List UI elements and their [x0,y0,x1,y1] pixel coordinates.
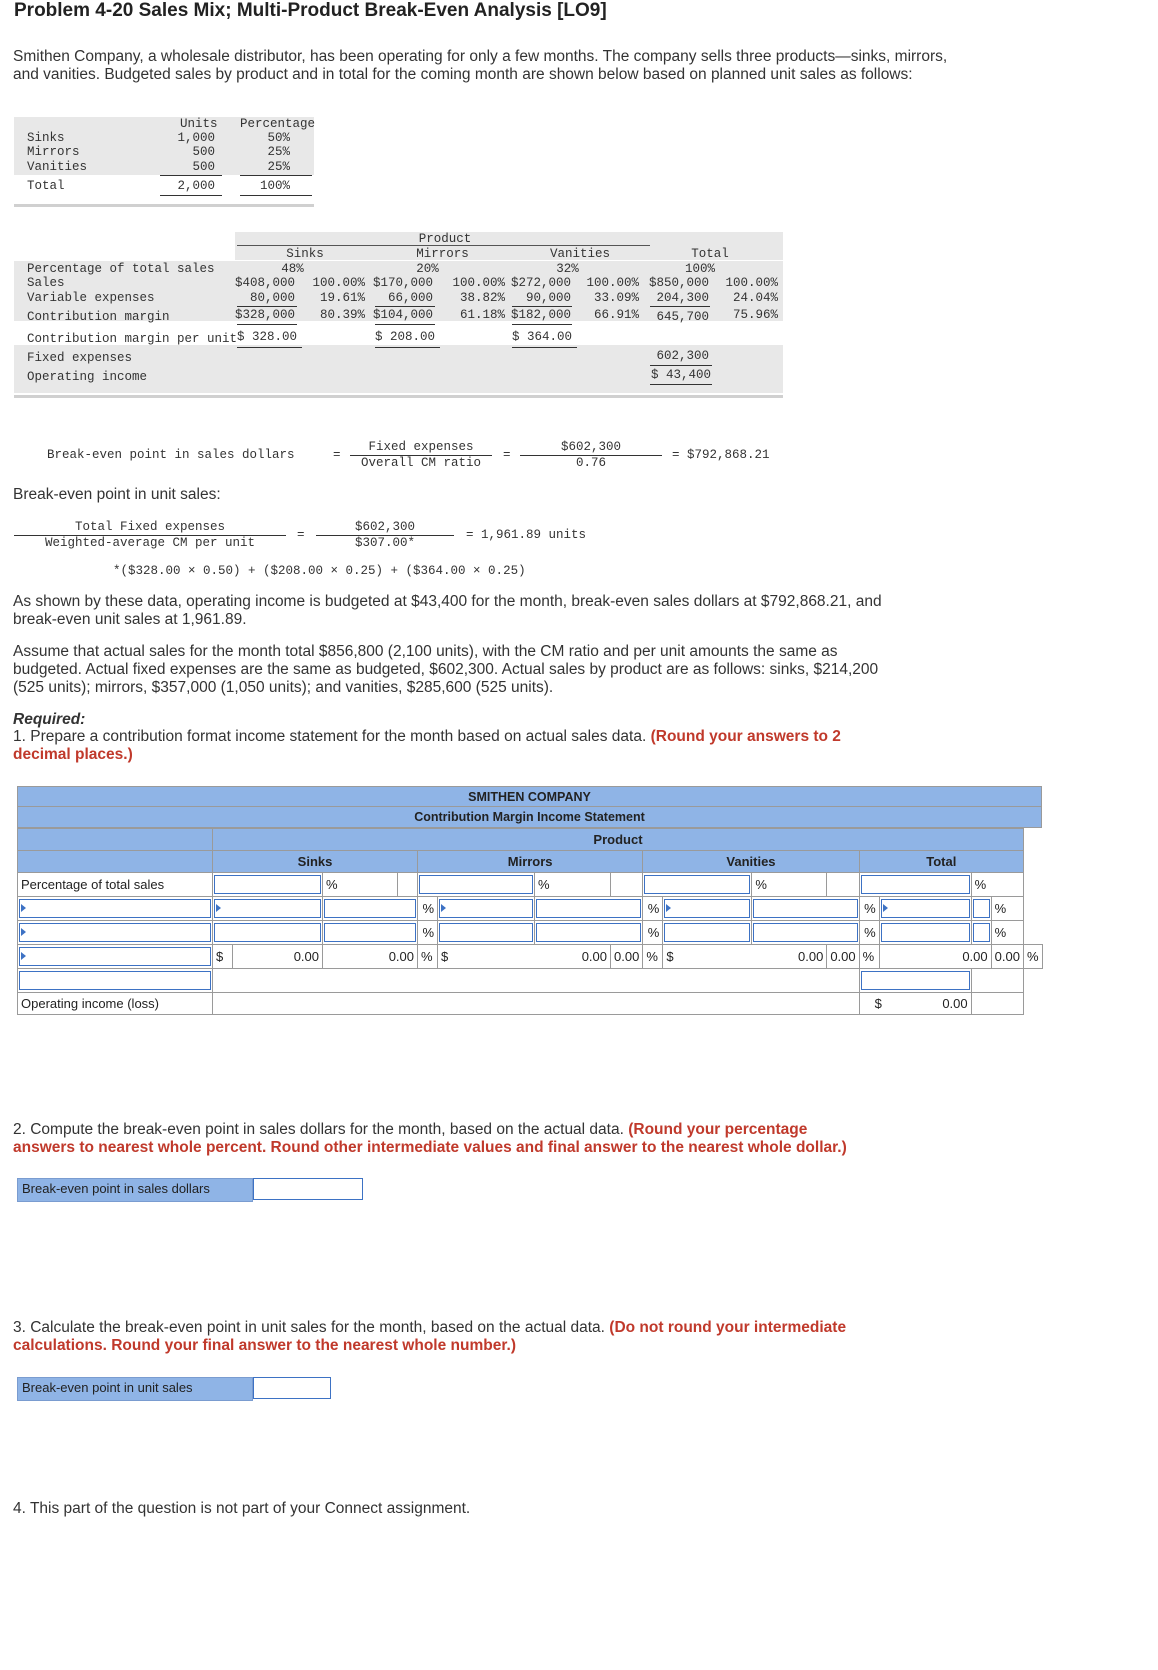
bepu-den2: $307.00* [354,536,415,550]
vanities-computed-pct: 0.00 [827,945,859,969]
mix-row-units: 1,000 [177,131,215,145]
op-income-computed: 0.00 [942,996,968,1011]
sinks-ratio-input[interactable] [324,923,416,942]
bep-num2: $602,300 [560,440,621,454]
mirrors-computed-pct: 0.00 [611,945,643,969]
mirrors-ratio-input[interactable] [536,899,641,918]
total-ratio-input[interactable] [973,899,990,918]
vanities-ratio-input[interactable] [753,899,857,918]
vanities-amount-input[interactable] [664,899,750,918]
mix-total-rule [160,195,222,196]
mirrors-computed [438,945,611,969]
bep-unit-sales-input[interactable] [253,1377,331,1399]
req2-instruction: (Round your percentage answers to nearest whole percent. Round other intermediate values and final answer to the nearest whole dollar.) [13,1121,847,1156]
mirrors-amount-input[interactable] [439,899,533,918]
input-cell[interactable] [859,873,971,897]
pct-sign: % [535,873,611,897]
row-label-select[interactable] [19,947,211,966]
req2-text: 2. Compute the break-even point in sales dollars for the month, based on the actual data. [13,1121,624,1138]
mix-row-pct: 25% [267,160,290,174]
cm-pct: 66.91% [593,308,639,322]
vanities-amount-input[interactable] [664,923,750,942]
oi-rule [650,384,712,385]
bepu-eq: = [297,528,305,542]
req1-instruction: (Round your answers to 2 decimal places.) [13,728,841,763]
pct-sign: % [991,897,1023,921]
req3-box-label: Break-even point in unit sales [17,1377,253,1401]
mix-row-label: Sinks [27,131,65,145]
cm-rule [512,324,572,325]
budget-product-label: Product [418,232,472,246]
bepu-den: Weighted-average CM per unit [44,536,256,550]
vanities-ratio-input[interactable] [753,923,857,942]
mix-row-units: 2,000 [177,179,215,193]
fixed-label: Fixed expenses [27,351,133,365]
cmu-label: Contribution margin per unit [27,332,238,346]
cmu-mirrors: $ 208.00 [375,330,436,344]
bepu-result: = 1,961.89 units [466,528,587,542]
mix-row-units: 500 [192,145,215,159]
bepu-footnote: *($328.00 × 0.50) + ($208.00 × 0.25) + ($364.00 × 0.25) [113,564,526,578]
problem-title: Problem 4-20 Sales Mix; Multi-Product Break-Even Analysis [LO9] [14,0,607,21]
fixed-value: 602,300 [656,349,709,363]
mix-header-pct: Percentage [240,117,316,131]
var-rule [375,306,435,307]
pct-vanities: 32% [556,262,579,276]
sales-pct: 100.00% [725,276,778,290]
bep-den2: 0.76 [575,456,606,470]
mix-total-rule [240,195,312,196]
sinks-computed-pct: 0.00 [323,945,418,969]
req3-text: 3. Calculate the break-even point in unit sales for the month, based on the actual data. [13,1319,605,1336]
pct-sign: % [859,945,879,969]
req2-box-label: Break-even point in sales dollars [17,1178,253,1202]
sinks-computed: 0.00 [233,945,323,969]
budget-bottom [14,395,783,398]
pct-sign: % [859,897,879,921]
req1-text: 1. Prepare a contribution format income statement for the month based on actual sales data. [13,728,647,745]
para-summary: As shown by these data, operating income is budgeted at $43,400 for the month, break-even sales dollars at $792,868.21, and break-even unit sales at 1,961.89. [13,593,882,628]
pct-sign: % [991,921,1023,945]
var-rule [512,306,572,307]
cm-value: 645,700 [656,310,709,324]
total-amount-input[interactable] [881,899,970,918]
pct-sign: % [323,873,398,897]
dollar-sign: $ [213,945,233,969]
mix-subtotal-rule [240,175,312,176]
pct-sign: % [643,945,663,969]
sales-value: $272,000 [510,276,571,290]
req2 [13,1121,873,1157]
mix-row-pct: 50% [267,131,290,145]
sinks-amount-input[interactable] [214,899,321,918]
mix-subtotal-rule [160,175,222,176]
mix-row-label: Mirrors [27,145,80,159]
sales-value: $408,000 [234,276,295,290]
input-cell[interactable] [643,873,752,897]
mix-row-pct: 100% [259,179,290,193]
pct-mirrors: 20% [416,262,439,276]
bep-dollars-label: Break-even point in sales dollars [47,448,295,462]
pct-total: 100% [684,262,715,276]
row-label-select[interactable] [19,971,211,990]
vanities-pct-input[interactable] [644,875,750,894]
sales-pct: 100.00% [312,276,365,290]
input-cell[interactable] [418,873,535,897]
para-actual: Assume that actual sales for the month total $856,800 (2,100 units), with the CM ratio and per unit amounts the same as budgeted. Actual fixed expenses are the same as budgeted, $602,300. Actual sales by product are as follows: sinks, $214,200 (525 units); mirrors, $357,000 (1,050 units); and vanities, $285,600 (525 units). [13,643,879,696]
pct-sign: % [418,921,438,945]
mirrors-ratio-input[interactable] [536,923,641,942]
statement-title: Contribution Margin Income Statement [17,807,1042,828]
dollar-sign: $ [441,949,449,964]
col-vanities: Vanities [643,851,859,873]
required-label [13,711,973,729]
input-cell[interactable] [213,873,323,897]
sinks-ratio-input[interactable] [324,899,416,918]
var-rule [237,306,297,307]
col-total: Total [859,851,1023,873]
pct-label: Percentage of total sales [27,262,215,276]
req3 [13,1319,913,1355]
oi-label: Operating income [27,370,148,384]
pct-sign: % [643,921,663,945]
vanities-computed [663,945,827,969]
pct-sign: % [971,873,1023,897]
sales-pct: 100.00% [452,276,505,290]
sinks-amount-input[interactable] [214,923,321,942]
budget-col-mirrors: Mirrors [416,247,469,261]
cm-value: $182,000 [510,308,571,322]
cm-pct: 80.39% [319,308,365,322]
row-label-select[interactable] [19,899,211,918]
col-sinks: Sinks [213,851,418,873]
required-text: Required: [13,711,86,728]
cmu-rule [512,347,577,348]
col-mirrors: Mirrors [418,851,643,873]
row-label-cell[interactable] [18,897,213,921]
income-statement-grid [17,828,1043,1015]
bep-eq: = [333,448,341,462]
cm-pct: 61.18% [459,308,505,322]
pct-sign: % [418,945,438,969]
oi-value: $ 43,400 [651,368,712,382]
mix-row-label: Vanities [27,160,88,174]
bep-units-heading: Break-even point in unit sales: [13,486,221,503]
bepu-num2: $602,300 [354,520,415,534]
total-amount-input[interactable] [881,923,970,942]
intro-paragraph: Smithen Company, a wholesale distributor, has been operating for only a few months. The company sells three products—sinks, mirrors, and vanities. Budgeted sales by product and in total for the coming month are shown below based on planned unit sales as follows: [13,48,948,83]
total-ratio-input[interactable] [973,923,990,942]
var-pct: 38.82% [459,291,505,305]
product-header-rule [237,245,650,246]
bepu-num: Total Fixed expenses [74,520,226,534]
mirrors-amount-input[interactable] [439,923,533,942]
cm-value: $104,000 [372,308,433,322]
pct-sign: % [859,921,879,945]
req1 [13,728,873,764]
total-pct-input[interactable] [861,875,970,894]
mirrors-pct-input[interactable] [419,875,533,894]
cmu-rule [237,347,302,348]
budget-col-total: Total [691,247,729,261]
product-header: Product [213,829,1024,851]
mix-row-pct: 25% [267,145,290,159]
mirrors-computed-value: 0.00 [581,949,607,964]
sinks-pct-input[interactable] [214,875,321,894]
var-pct: 19.61% [319,291,365,305]
var-value: 66,000 [387,291,433,305]
mix-row-label: Total [27,179,65,193]
budget-col-vanities: Vanities [549,247,610,261]
dollar-sign: $ [666,949,674,964]
mix-row-units: 500 [192,160,215,174]
total-fixed-input[interactable] [861,971,970,990]
var-value: 90,000 [525,291,571,305]
var-pct: 24.04% [732,291,778,305]
pct-row-label: Percentage of total sales [18,873,213,897]
sales-value: $170,000 [372,276,433,290]
req4: 4. This part of the question is not part of your Connect assignment. [13,1500,471,1517]
req3-instruction: (Do not round your intermediate calculations. Round your final answer to the nearest whole number.) [13,1319,847,1354]
dollar-sign: $ [874,996,882,1011]
pct-sign: % [752,873,827,897]
statement-company: SMITHEN COMPANY [17,786,1042,807]
cm-label: Contribution margin [27,310,170,324]
cmu-sinks: $ 328.00 [237,330,298,344]
mix-header-units: Units [180,117,218,131]
mix-table-bottom [14,204,314,207]
cmu-vanities: $ 364.00 [512,330,573,344]
cm-rule [237,324,297,325]
var-value: 204,300 [656,291,709,305]
req3-answer-row [17,1377,331,1401]
sales-pct: 100.00% [586,276,639,290]
var-label: Variable expenses [27,291,155,305]
bep-den: Overall CM ratio [360,456,482,470]
sales-value: $850,000 [648,276,709,290]
cmu-rule [375,347,440,348]
pct-sign: % [1023,945,1042,969]
pct-sign: % [643,897,663,921]
op-income-value [859,993,971,1015]
var-pct: 33.09% [593,291,639,305]
bep-num: Fixed expenses [368,440,474,454]
cm-pct: 75.96% [732,308,778,322]
req2-answer-row [17,1178,363,1202]
sales-label: Sales [27,276,65,290]
bep-sales-dollars-input[interactable] [253,1178,363,1200]
var-value: 80,000 [249,291,295,305]
pct-sinks: 48% [281,262,304,276]
bep-result: = $792,868.21 [672,448,770,462]
cm-rule [375,324,435,325]
pct-sign: % [418,897,438,921]
budget-col-sinks: Sinks [286,247,324,261]
total-computed-pct: 0.00 [991,945,1023,969]
cm-value: $328,000 [234,308,295,322]
row-label-select[interactable] [19,923,211,942]
var-rule [650,306,710,307]
total-computed: 0.00 [879,945,991,969]
op-income-label: Operating income (loss) [18,993,213,1015]
bep-eq2: = [503,448,511,462]
vanities-computed-value: 0.00 [798,949,824,964]
fixed-rule [650,365,712,366]
